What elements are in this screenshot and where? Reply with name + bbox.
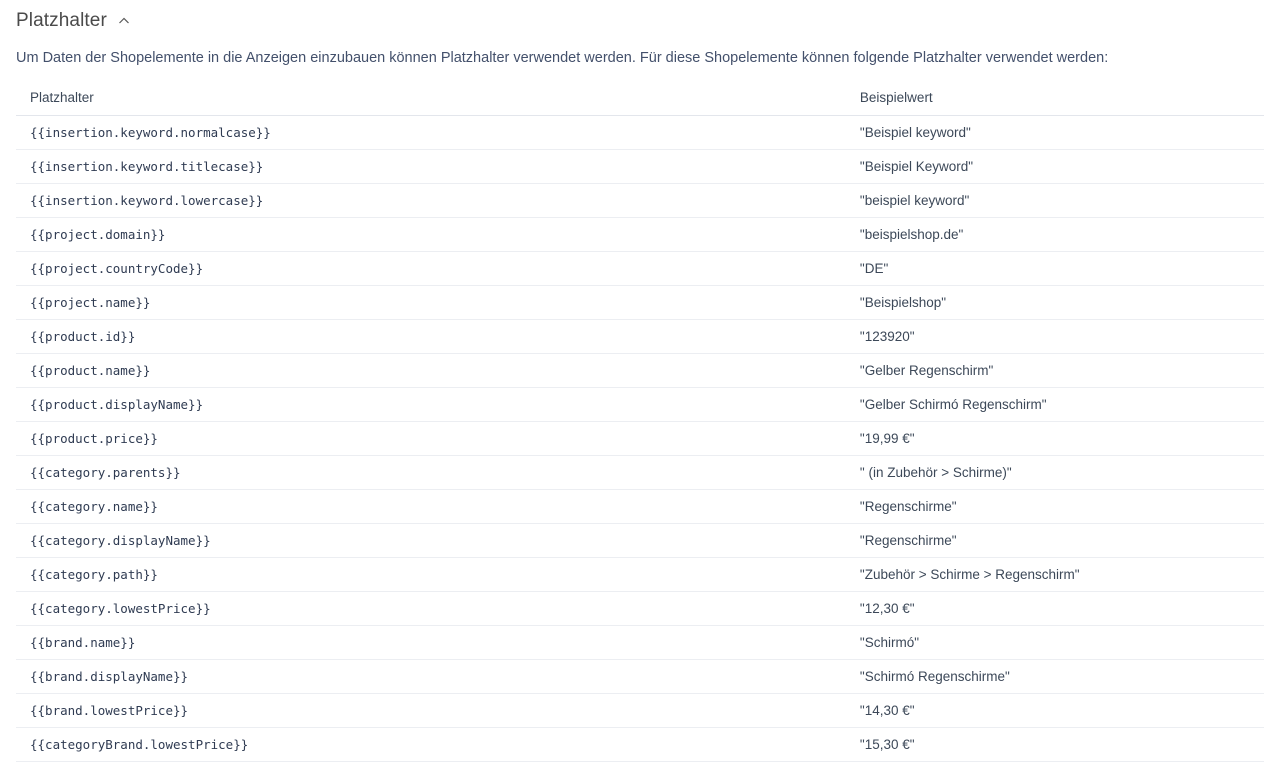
placeholder-token: {{brand.lowestPrice}} bbox=[16, 694, 846, 728]
page-title: Platzhalter bbox=[16, 10, 107, 31]
placeholder-token: {{category.displayName}} bbox=[16, 524, 846, 558]
placeholder-example-value: "14,30 €" bbox=[846, 694, 1264, 728]
placeholder-example-value: "Schirmó Regenschirme" bbox=[846, 660, 1264, 694]
placeholder-token: {{insertion.keyword.normalcase}} bbox=[16, 116, 846, 150]
placeholder-example-value: "Gelber Regenschirm" bbox=[846, 354, 1264, 388]
table-row bbox=[16, 388, 1264, 422]
table-row bbox=[16, 456, 1264, 490]
table-row bbox=[16, 558, 1264, 592]
table-row bbox=[16, 218, 1264, 252]
placeholder-example-value: "123920" bbox=[846, 320, 1264, 354]
placeholder-example-value: "Regenschirme" bbox=[846, 490, 1264, 524]
table-row bbox=[16, 490, 1264, 524]
table-row bbox=[16, 252, 1264, 286]
chevron-up-icon[interactable] bbox=[117, 14, 131, 28]
table-header-row bbox=[16, 82, 1264, 116]
placeholder-token: {{insertion.keyword.lowercase}} bbox=[16, 184, 846, 218]
placeholder-example-value: " (in Zubehör > Schirme)" bbox=[846, 456, 1264, 490]
placeholder-example-value: "Beispielshop" bbox=[846, 286, 1264, 320]
column-header-placeholder: Platzhalter bbox=[16, 82, 846, 116]
placeholder-token: {{insertion.keyword.titlecase}} bbox=[16, 150, 846, 184]
placeholder-token: {{category.parents}} bbox=[16, 456, 846, 490]
table-row bbox=[16, 320, 1264, 354]
table-row bbox=[16, 184, 1264, 218]
table-row bbox=[16, 626, 1264, 660]
table-row bbox=[16, 422, 1264, 456]
placeholder-token: {{brand.name}} bbox=[16, 626, 846, 660]
placeholder-example-value: "Gelber Schirmó Regenschirm" bbox=[846, 388, 1264, 422]
placeholder-token: {{category.name}} bbox=[16, 490, 846, 524]
placeholder-example-value: "Regenschirme" bbox=[846, 524, 1264, 558]
table-row bbox=[16, 660, 1264, 694]
placeholder-example-value: "19,99 €" bbox=[846, 422, 1264, 456]
placeholder-example-value: "12,30 €" bbox=[846, 592, 1264, 626]
placeholder-token: {{product.id}} bbox=[16, 320, 846, 354]
placeholders-table bbox=[16, 82, 1264, 762]
placeholder-example-value: "DE" bbox=[846, 252, 1264, 286]
placeholder-token: {{categoryBrand.lowestPrice}} bbox=[16, 728, 846, 762]
table-row bbox=[16, 728, 1264, 762]
placeholder-token: {{project.name}} bbox=[16, 286, 846, 320]
placeholder-token: {{product.price}} bbox=[16, 422, 846, 456]
placeholder-token: {{project.countryCode}} bbox=[16, 252, 846, 286]
table-row bbox=[16, 354, 1264, 388]
placeholder-token: {{category.path}} bbox=[16, 558, 846, 592]
placeholder-example-value: "Schirmó" bbox=[846, 626, 1264, 660]
section-intro-text: Um Daten der Shopelemente in die Anzeigen einzubauen können Platzhalter verwendet werden. Für diese Shopelemente können folgende Platzhalter verwendet werden: bbox=[16, 50, 1109, 66]
table-row bbox=[16, 116, 1264, 150]
placeholder-token: {{category.lowestPrice}} bbox=[16, 592, 846, 626]
table-row bbox=[16, 286, 1264, 320]
placeholder-token: {{brand.displayName}} bbox=[16, 660, 846, 694]
table-row bbox=[16, 694, 1264, 728]
placeholder-example-value: "15,30 €" bbox=[846, 728, 1264, 762]
section-header bbox=[16, 0, 1264, 38]
column-header-example: Beispielwert bbox=[846, 82, 1264, 116]
table-body bbox=[16, 116, 1264, 762]
table-row bbox=[16, 524, 1264, 558]
table-head bbox=[16, 82, 1264, 116]
placeholder-example-value: "Beispiel keyword" bbox=[846, 116, 1264, 150]
placeholder-token: {{product.displayName}} bbox=[16, 388, 846, 422]
placeholder-example-value: "Beispiel Keyword" bbox=[846, 150, 1264, 184]
table-row bbox=[16, 150, 1264, 184]
placeholder-token: {{product.name}} bbox=[16, 354, 846, 388]
placeholder-example-value: "beispielshop.de" bbox=[846, 218, 1264, 252]
placeholder-example-value: "Zubehör > Schirme > Regenschirm" bbox=[846, 558, 1264, 592]
placeholder-token: {{project.domain}} bbox=[16, 218, 846, 252]
table-row bbox=[16, 592, 1264, 626]
placeholder-example-value: "beispiel keyword" bbox=[846, 184, 1264, 218]
